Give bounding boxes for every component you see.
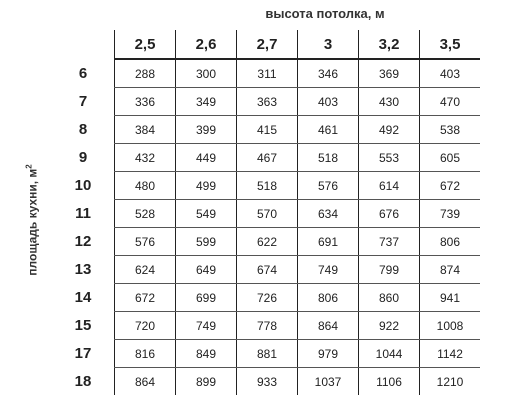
value-cell: 369: [359, 59, 420, 88]
value-cell: 576: [298, 172, 359, 200]
value-cell: 1044: [359, 340, 420, 368]
column-header-height: 2,7: [237, 30, 298, 59]
column-header-height: 2,5: [115, 30, 176, 59]
value-cell: 403: [298, 88, 359, 116]
value-cell: 518: [298, 144, 359, 172]
value-cell: 941: [420, 284, 481, 312]
value-cell: 349: [176, 88, 237, 116]
value-cell: 749: [176, 312, 237, 340]
column-header-height: 3: [298, 30, 359, 59]
value-cell: 720: [115, 312, 176, 340]
value-cell: 899: [176, 368, 237, 396]
value-cell: 399: [176, 116, 237, 144]
row-header-area: 8: [78, 121, 88, 138]
row-header-area: 14: [74, 289, 92, 306]
value-cell: 624: [115, 256, 176, 284]
table-row: [52, 368, 480, 396]
table-row: [52, 59, 480, 88]
column-header-height: 2,6: [176, 30, 237, 59]
table-row: [52, 284, 480, 312]
value-cell: 346: [298, 59, 359, 88]
value-cell: 605: [420, 144, 481, 172]
value-cell: 576: [115, 228, 176, 256]
table-row: [52, 88, 480, 116]
value-cell: 599: [176, 228, 237, 256]
value-cell: 1142: [420, 340, 481, 368]
value-cell: 384: [115, 116, 176, 144]
value-cell: 549: [176, 200, 237, 228]
value-cell: 881: [237, 340, 298, 368]
value-cell: 403: [420, 59, 481, 88]
value-cell: 672: [420, 172, 481, 200]
value-cell: 336: [115, 88, 176, 116]
value-cell: 799: [359, 256, 420, 284]
value-cell: 430: [359, 88, 420, 116]
row-header-area: 13: [74, 261, 92, 278]
value-cell: 470: [420, 88, 481, 116]
value-cell: 311: [237, 59, 298, 88]
value-cell: 461: [298, 116, 359, 144]
value-cell: 864: [115, 368, 176, 396]
value-cell: 922: [359, 312, 420, 340]
value-cell: 467: [237, 144, 298, 172]
column-header-height: 3,5: [420, 30, 481, 59]
value-cell: 1008: [420, 312, 481, 340]
volume-table: [52, 30, 480, 395]
table-row: [52, 200, 480, 228]
value-cell: 749: [298, 256, 359, 284]
value-cell: 816: [115, 340, 176, 368]
value-cell: 518: [237, 172, 298, 200]
row-header-area: 10: [74, 177, 92, 194]
value-cell: 1106: [359, 368, 420, 396]
value-cell: 499: [176, 172, 237, 200]
table-row: [52, 256, 480, 284]
value-cell: 553: [359, 144, 420, 172]
table-body: [52, 59, 480, 395]
row-header-area: 11: [75, 205, 91, 222]
table-row: [52, 312, 480, 340]
table-row: [52, 172, 480, 200]
row-header-area: 15: [74, 317, 92, 334]
value-cell: 979: [298, 340, 359, 368]
column-header-height: 3,2: [359, 30, 420, 59]
value-cell: 415: [237, 116, 298, 144]
row-header-area: 18: [74, 372, 92, 390]
value-cell: 363: [237, 88, 298, 116]
value-cell: 874: [420, 256, 481, 284]
column-axis-title: высота потолка, м: [265, 6, 385, 21]
value-cell: 300: [176, 59, 237, 88]
value-cell: 691: [298, 228, 359, 256]
value-cell: 538: [420, 116, 481, 144]
value-cell: 492: [359, 116, 420, 144]
table-row: [52, 228, 480, 256]
row-axis-title-superscript: 2: [24, 164, 34, 169]
value-cell: 676: [359, 200, 420, 228]
value-cell: 726: [237, 284, 298, 312]
value-cell: 674: [237, 256, 298, 284]
table-row: [52, 116, 480, 144]
row-axis-title-text: площадь кухни, м: [25, 168, 40, 276]
value-cell: 860: [359, 284, 420, 312]
value-cell: 849: [176, 340, 237, 368]
header-row: [52, 30, 480, 59]
value-cell: 806: [298, 284, 359, 312]
value-cell: 570: [237, 200, 298, 228]
value-cell: 288: [115, 59, 176, 88]
value-cell: 1037: [298, 368, 359, 396]
value-cell: 778: [237, 312, 298, 340]
value-cell: 480: [115, 172, 176, 200]
value-cell: 634: [298, 200, 359, 228]
value-cell: 737: [359, 228, 420, 256]
table-row: [52, 144, 480, 172]
corner-cell: [52, 30, 115, 59]
row-header-area: 9: [78, 149, 88, 166]
row-axis-title: [25, 164, 40, 275]
row-header-area: 7: [78, 93, 88, 110]
value-cell: 739: [420, 200, 481, 228]
value-cell: 672: [115, 284, 176, 312]
value-cell: 806: [420, 228, 481, 256]
table-row: [52, 340, 480, 368]
value-cell: 449: [176, 144, 237, 172]
value-cell: 864: [298, 312, 359, 340]
row-header-area: 17: [74, 345, 92, 362]
value-cell: 528: [115, 200, 176, 228]
value-cell: 432: [115, 144, 176, 172]
value-cell: 622: [237, 228, 298, 256]
value-cell: 933: [237, 368, 298, 396]
row-header-area: 6: [78, 64, 88, 82]
value-cell: 649: [176, 256, 237, 284]
row-header-area: 12: [74, 233, 92, 250]
value-cell: 1210: [420, 368, 481, 396]
value-cell: 699: [176, 284, 237, 312]
value-cell: 614: [359, 172, 420, 200]
